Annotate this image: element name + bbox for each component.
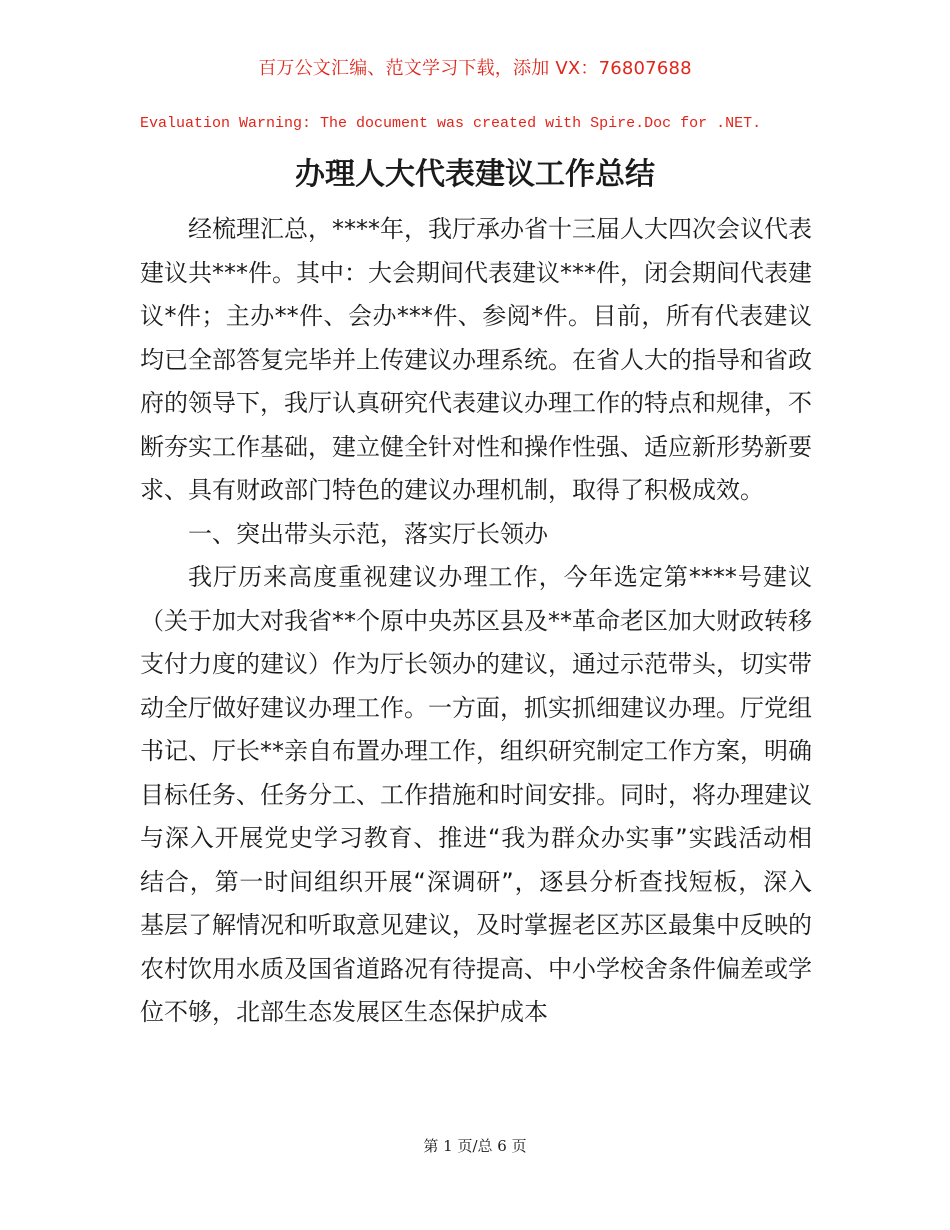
- evaluation-warning: Evaluation Warning: The document was created with Spire.Doc for .NET.: [140, 115, 762, 132]
- paragraph-section-one: 我厅历来高度重视建议办理工作，今年选定第****号建议（关于加大对我省**个原中央苏区县及**革命老区加大财政转移支付力度的建议）作为厅长领办的建议，通过示范带头，切实带动全厅做好建议办理工作。一方面，抓实抓细建议办理。厅党组书记、厅长**亲自布置办理工作，组织研究制定工作方案，明确目标任务、任务分工、工作措施和时间安排。同时，将办理建议与深入开展党史学习教育、推进“我为群众办实事”实践活动相结合，第一时间组织开展“深调研”，逐县分析查找短板，深入基层了解情况和听取意见建议，及时掌握老区苏区最集中反映的农村饮用水质及国省道路况有待提高、中小学校舍条件偏差或学位不够，北部生态发展区生态保护成本: [140, 563, 812, 1026]
- page-footer: 第 1 页/总 6 页: [423, 1137, 527, 1155]
- document-title: 办理人大代表建议工作总结: [295, 157, 655, 192]
- section-heading: 一、突出带头示范，落实厅长领办: [188, 519, 548, 548]
- promo-banner: 百万公文汇编、范文学习下载，添加 VX：76807688: [258, 58, 692, 79]
- paragraph-intro: 经梳理汇总，****年，我厅承办省十三届人大四次会议代表建议共***件。其中：大会期间代表建议***件，闭会期间代表建议*件；主办**件、会办***件、参阅*件。目前，所有代表建议均已全部答复完毕并上传建议办理系统。在省人大的指导和省政府的领导下，我厅认真研究代表建议办理工作的特点和规律，不断夯实工作基础，建立健全针对性和操作性强、适应新形势新要求、具有财政部门特色的建议办理机制，取得了积极成效。: [140, 215, 812, 504]
- document-body: [140, 208, 812, 1035]
